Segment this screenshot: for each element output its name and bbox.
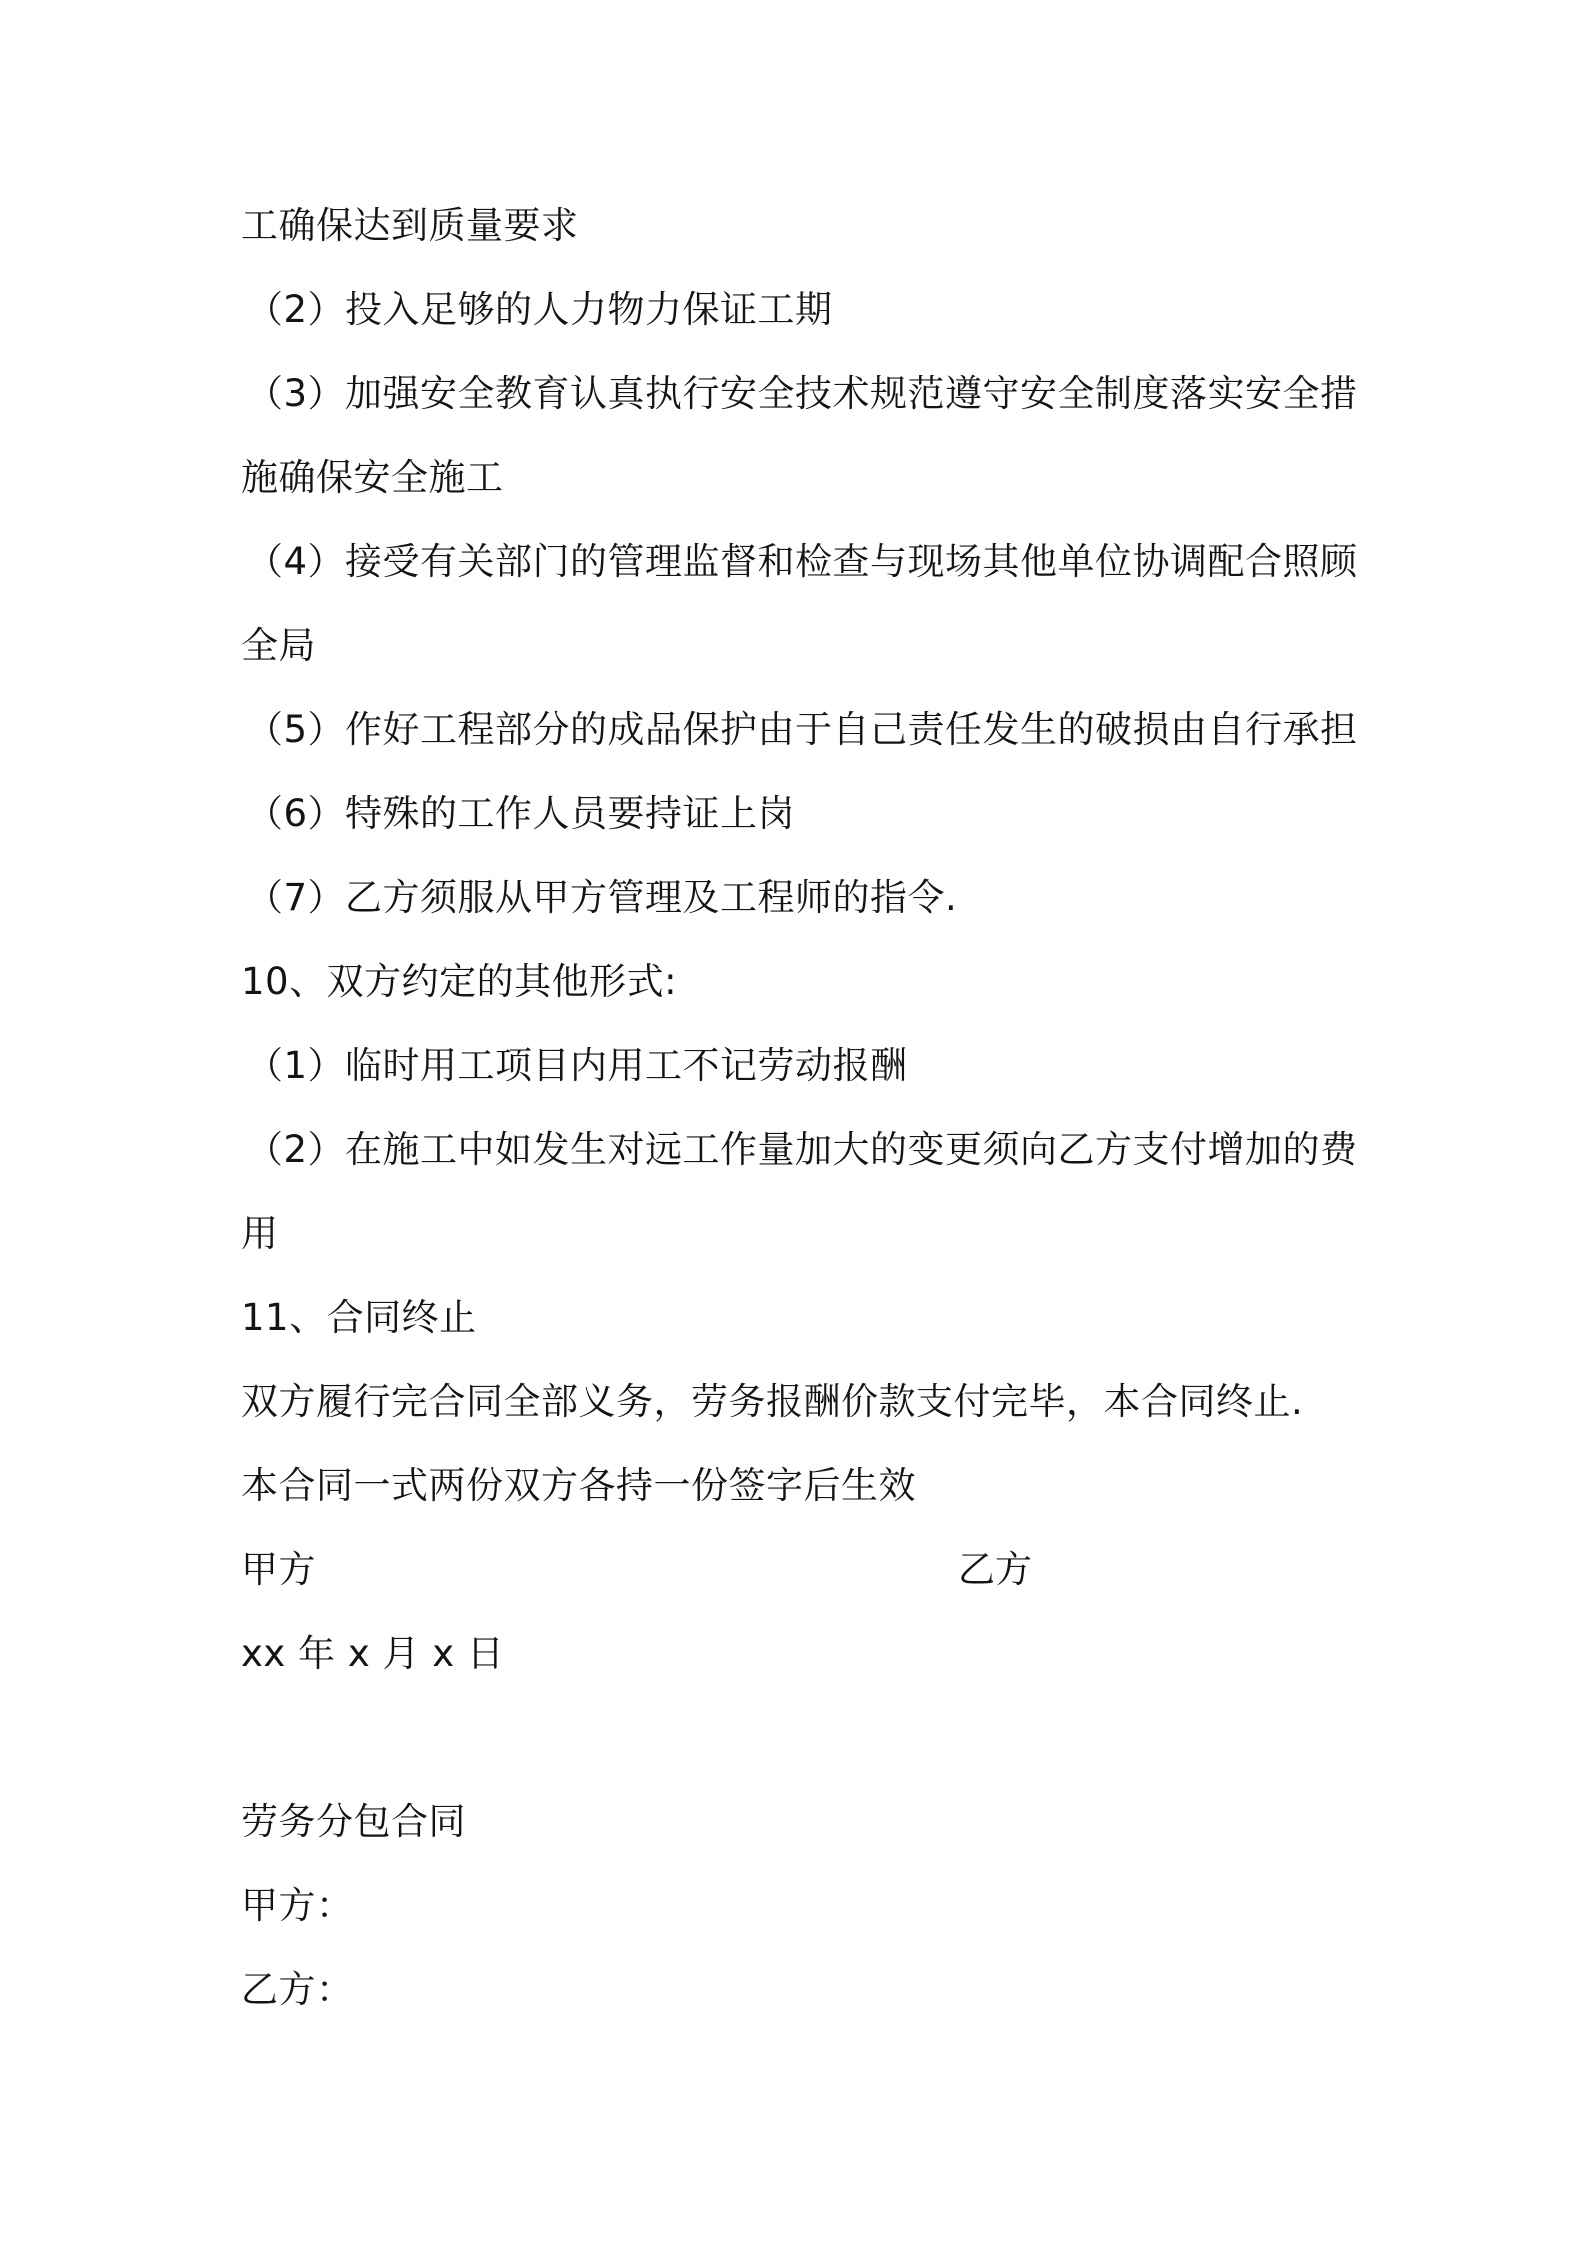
signature-date: xx 年 x 月 x 日 bbox=[241, 1632, 505, 1675]
party-b-label: 乙方： bbox=[241, 1968, 354, 2011]
paragraph-line: 全局 bbox=[241, 624, 316, 667]
paragraph-line: 双方履行完合同全部义务，劳务报酬价款支付完毕，本合同终止. bbox=[241, 1380, 1304, 1423]
list-item: （4）接受有关部门的管理监督和检查与现场其他单位协调配合照顾 bbox=[246, 540, 1358, 583]
contract-title: 劳务分包合同 bbox=[241, 1800, 466, 1843]
list-item: （1）临时用工项目内用工不记劳动报酬 bbox=[246, 1044, 908, 1087]
paragraph-line: 用 bbox=[241, 1212, 279, 1255]
list-item: （2）投入足够的人力物力保证工期 bbox=[246, 288, 833, 331]
section-heading: 10、双方约定的其他形式: bbox=[241, 960, 678, 1003]
list-item: （2）在施工中如发生对远工作量加大的变更须向乙方支付增加的费 bbox=[246, 1128, 1358, 1171]
paragraph-line: 施确保安全施工 bbox=[241, 456, 504, 499]
list-item: （5）作好工程部分的成品保护由于自己责任发生的破损由自行承担 bbox=[246, 708, 1358, 751]
party-a-signature-label: 甲方 bbox=[241, 1548, 316, 1591]
list-item: （3）加强安全教育认真执行安全技术规范遵守安全制度落实安全措 bbox=[246, 372, 1358, 415]
party-b-signature-label: 乙方 bbox=[958, 1548, 1032, 1591]
list-item: （7）乙方须服从甲方管理及工程师的指令. bbox=[246, 876, 958, 919]
section-heading: 11、合同终止 bbox=[241, 1296, 477, 1339]
paragraph-line: 本合同一式两份双方各持一份签字后生效 bbox=[241, 1464, 916, 1507]
paragraph-line: 工确保达到质量要求 bbox=[241, 204, 579, 247]
party-a-label: 甲方： bbox=[241, 1884, 354, 1927]
list-item: （6）特殊的工作人员要持证上岗 bbox=[246, 792, 796, 835]
